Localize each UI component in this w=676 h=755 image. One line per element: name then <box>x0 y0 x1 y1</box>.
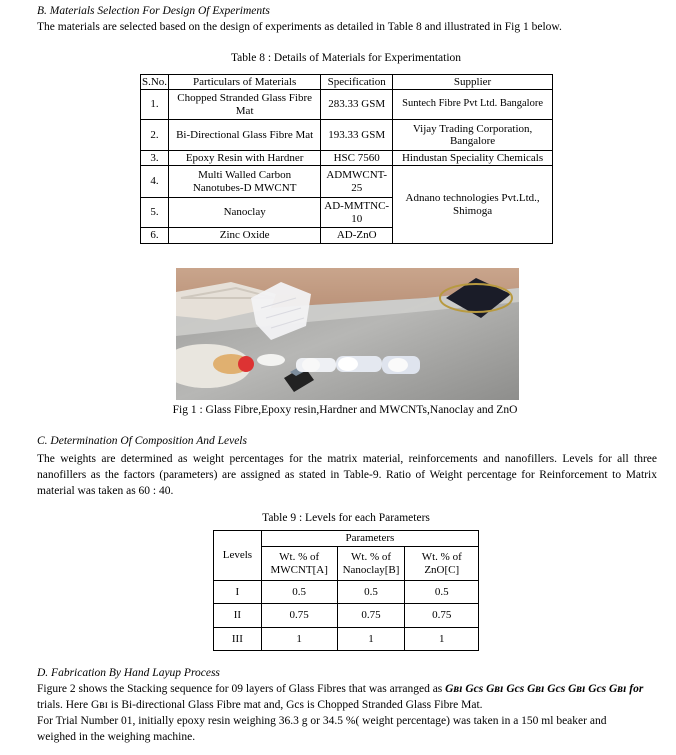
section-d-line3: For Trial Number 01, initially epoxy resin weighing 36.3 g or 34.5 %( weight percentage) was taken in a 150 ml beaker and <box>37 715 607 727</box>
stacking-sequence: Gʙɪ Gcs Gʙɪ Gcs Gʙɪ Gcs Gʙɪ Gcs Gʙɪ for <box>445 683 644 695</box>
table9-cell: 1 <box>337 628 405 651</box>
table9-header-zno: Wt. % of ZnO[C] <box>405 547 479 581</box>
table9-cell: 1 <box>261 628 337 651</box>
table-row <box>141 120 553 151</box>
section-d-line1 <box>37 683 662 695</box>
table9-caption: Table 9 : Levels for each Parameters <box>262 512 430 524</box>
table-row <box>214 628 479 651</box>
section-d-line4: weighed in the weighing machine. <box>37 731 196 743</box>
table8-cell: Nanoclay <box>169 198 321 228</box>
fig1-photo <box>176 268 519 400</box>
table8-cell: 2. <box>141 120 169 151</box>
table8-cell: AD-ZnO <box>321 228 393 244</box>
table9-cell: 1 <box>405 628 479 651</box>
fig1-caption: Fig 1 : Glass Fibre,Epoxy resin,Hardner and MWCNTs,Nanoclay and ZnO <box>172 404 518 416</box>
table9-header-nanoclay: Wt. % of Nanoclay[B] <box>337 547 405 581</box>
table8-cell: 5. <box>141 198 169 228</box>
table8 <box>140 74 553 244</box>
table8-cell: Epoxy Resin with Hardner <box>169 151 321 166</box>
table8-cell: 6. <box>141 228 169 244</box>
table8-cell: Multi Walled Carbon Nanotubes-D MWCNT <box>169 166 321 198</box>
table9-cell: II <box>214 604 262 628</box>
table-row <box>141 151 553 166</box>
table9-parameters-header: Parameters <box>261 531 478 547</box>
table8-header-particulars: Particulars of Materials <box>169 75 321 90</box>
table8-cell: Hindustan Speciality Chemicals <box>393 151 553 166</box>
table-row <box>214 581 479 604</box>
table9-cell: 0.5 <box>337 581 405 604</box>
table-row <box>141 166 553 198</box>
table9-cell: III <box>214 628 262 651</box>
table8-cell: 4. <box>141 166 169 198</box>
table-row <box>141 90 553 120</box>
section-b-heading: B. Materials Selection For Design Of Experiments <box>37 5 270 17</box>
table8-cell: 193.33 GSM <box>321 120 393 151</box>
section-d-line1-text: Figure 2 shows the Stacking sequence for 09 layers of Glass Fibres that was arranged as <box>37 683 443 695</box>
section-b-text: The materials are selected based on the design of experiments as detailed in Table 8 and illustrated in Fig 1 below. <box>37 21 562 33</box>
table8-header-supplier: Supplier <box>393 75 553 90</box>
table8-cell: ADMWCNT-25 <box>321 166 393 198</box>
table9-cell: 0.75 <box>261 604 337 628</box>
table9-cell: 0.5 <box>261 581 337 604</box>
table8-cell: AD-MMTNC-10 <box>321 198 393 228</box>
section-c-text: The weights are determined as weight percentages for the matrix material, reinforcements and nanofillers. Levels for all three nanofillers as the factors (parameters) are assigned as stated in Table-9. Ratio of Weight percentage for Reinforcement to Matrix material was taken as 60 : 40. <box>37 453 657 497</box>
table8-cell: Zinc Oxide <box>169 228 321 244</box>
table9-cell: 0.5 <box>405 581 479 604</box>
table9-cell: I <box>214 581 262 604</box>
section-c-heading: C. Determination Of Composition And Levels <box>37 435 247 447</box>
section-d-heading: D. Fabrication By Hand Layup Process <box>37 667 220 679</box>
table8-cell: 3. <box>141 151 169 166</box>
table8-cell: Adnano technologies Pvt.Ltd., Shimoga <box>393 166 553 244</box>
table8-cell: Suntech Fibre Pvt Ltd. Bangalore <box>393 90 553 120</box>
table8-cell: Bi-Directional Glass Fibre Mat <box>169 120 321 151</box>
table8-cell: Chopped Stranded Glass Fibre Mat <box>169 90 321 120</box>
table9-header-mwcnt: Wt. % of MWCNT[A] <box>261 547 337 581</box>
table-row <box>214 604 479 628</box>
section-d-line2: trials. Here Gʙɪ is Bi-directional Glass Fibre mat and, Gcs is Chopped Stranded Glass Fibre Mat. <box>37 699 483 711</box>
table8-header-sno: S.No. <box>142 75 168 88</box>
table9-levels-header: Levels <box>214 531 262 581</box>
table9-cell: 0.75 <box>405 604 479 628</box>
table8-caption: Table 8 : Details of Materials for Experimentation <box>230 52 462 64</box>
table8-cell: Vijay Trading Corporation, Bangalore <box>393 120 553 151</box>
table8-cell: 1. <box>141 90 169 120</box>
table9-cell: 0.75 <box>337 604 405 628</box>
table8-cell: 283.33 GSM <box>321 90 393 120</box>
table8-cell: HSC 7560 <box>321 151 393 166</box>
table8-header-spec: Specification <box>321 75 393 90</box>
table9 <box>213 530 479 651</box>
